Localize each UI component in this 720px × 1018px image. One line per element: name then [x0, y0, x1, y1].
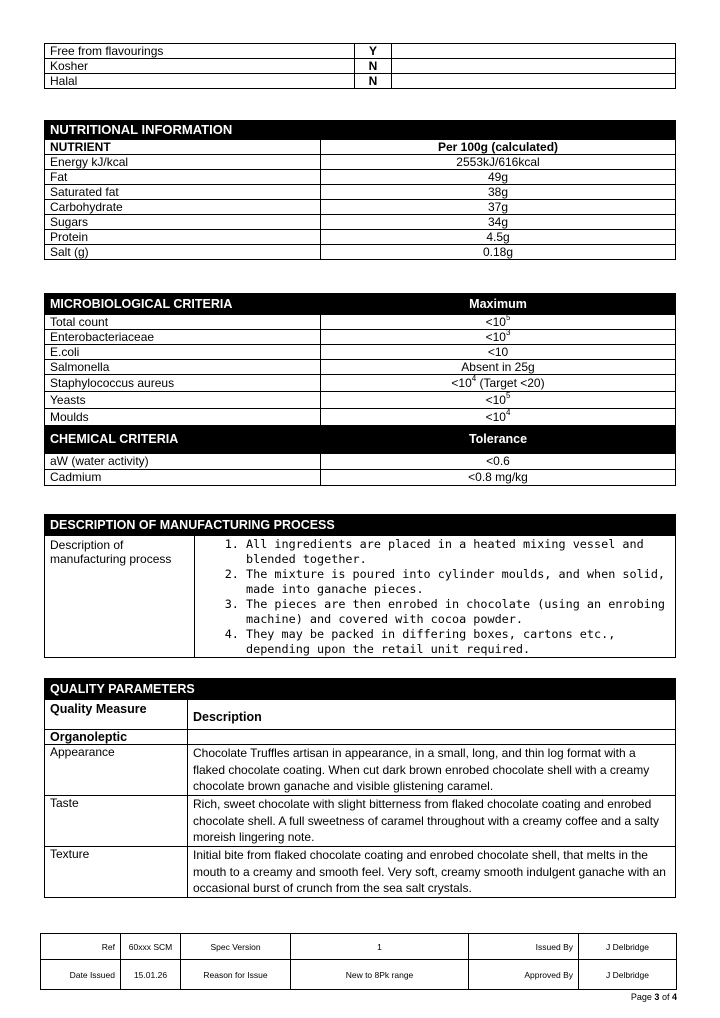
flag-label: Kosher [45, 59, 355, 74]
micro-label: Enterobacteriaceae [45, 330, 321, 345]
table-row [45, 847, 676, 898]
quality-description: Rich, sweet chocolate with slight bitterness from flaked chocolate coating and enrobed chocolate shell. A full sweetness of caramel throughout with a creamy coffee and a salty moreish lingering note. [188, 796, 676, 847]
process-step: 2. The mixture is poured into cylinder moulds, and when solid, made into ganache pieces. [246, 567, 670, 597]
process-step: 3. The pieces are then enrobed in chocolate (using an enrobing machine) and covered with cocoa powder. [246, 597, 670, 627]
approved-by-value: J Delbridge [579, 960, 677, 990]
tolerance-header: Tolerance [321, 426, 676, 454]
table-row [45, 392, 676, 409]
issued-by-label: Issued By [469, 934, 579, 960]
flag-value: N [355, 59, 392, 74]
reason-value: New to 8Pk range [291, 960, 469, 990]
reason-label: Reason for Issue [181, 960, 291, 990]
process-label: Description of manufacturing process [45, 536, 195, 658]
quality-label: Texture [45, 847, 188, 898]
quality-label: Taste [45, 796, 188, 847]
nutrient-label: Protein [45, 230, 321, 245]
table-row [45, 375, 676, 392]
micro-label: Total count [45, 315, 321, 330]
dietary-flags-table [44, 43, 676, 89]
micro-title: MICROBIOLOGICAL CRITERIA [45, 294, 321, 315]
table-row [45, 360, 676, 375]
table-row [45, 796, 676, 847]
table-row [45, 59, 676, 74]
micro-label: Moulds [45, 409, 321, 426]
quality-label: Appearance [45, 745, 188, 796]
micro-label: Yeasts [45, 392, 321, 409]
chem-label: Cadmium [45, 470, 321, 486]
issued-by-value: J Delbridge [579, 934, 677, 960]
table-row [45, 454, 676, 470]
micro-value: <10 [321, 345, 676, 360]
nutrient-value: 34g [321, 215, 676, 230]
flag-label: Halal [45, 74, 355, 89]
micro-label: Salmonella [45, 360, 321, 375]
per100g-header: Per 100g (calculated) [321, 140, 676, 155]
micro-value: $<10^4$ (Target <20) [321, 375, 676, 392]
table-row [45, 170, 676, 185]
micro-label: Staphylococcus aureus [45, 375, 321, 392]
nutrient-label: Energy kJ/kcal [45, 155, 321, 170]
micro-value: Absent in 25g [321, 360, 676, 375]
nutrient-value: 4.5g [321, 230, 676, 245]
table-row [45, 409, 676, 426]
process-step: 4. They may be packed in differing boxes, cartons etc., depending upon the retail unit required. [246, 627, 670, 657]
document-footer [40, 933, 677, 990]
process-title: DESCRIPTION OF MANUFACTURING PROCESS [45, 515, 676, 536]
nutrient-value: 0.18g [321, 245, 676, 260]
table-row [45, 200, 676, 215]
micro-value: $<10^5$ [321, 315, 676, 330]
nutrient-value: 2553kJ/616kcal [321, 155, 676, 170]
date-issued-value: 15.01.26 [121, 960, 181, 990]
table-row [45, 215, 676, 230]
table-row [45, 470, 676, 486]
flag-value: Y [355, 44, 392, 59]
nutrient-label: Salt (g) [45, 245, 321, 260]
table-row [45, 44, 676, 59]
table-row [45, 745, 676, 796]
table-row [45, 245, 676, 260]
nutrient-label: Sugars [45, 215, 321, 230]
description-header: Description [188, 700, 676, 730]
nutrition-table [44, 120, 676, 260]
approved-by-label: Approved By [469, 960, 579, 990]
process-step: 1. All ingredients are placed in a heated mixing vessel and blended together. [246, 537, 670, 567]
nutrient-header: NUTRIENT [45, 140, 321, 155]
spec-version-value: 1 [291, 934, 469, 960]
micro-label: E.coli [45, 345, 321, 360]
nutrient-label: Saturated fat [45, 185, 321, 200]
quality-table [44, 678, 676, 898]
table-row [45, 155, 676, 170]
table-row [45, 315, 676, 330]
nutrient-value: 37g [321, 200, 676, 215]
quality-description: Chocolate Truffles artisan in appearance, in a small, long, and thin log format with a flaked chocolate coating. When cut dark brown enrobed chocolate shell with a creamy chocolate brown ganache and visible glistening caramel. [188, 745, 676, 796]
micro-value: $<10^5$ [321, 392, 676, 409]
table-row [45, 74, 676, 89]
process-table [44, 514, 676, 658]
chem-label: aW (water activity) [45, 454, 321, 470]
ref-label: Ref [41, 934, 121, 960]
nutrient-label: Fat [45, 170, 321, 185]
nutrition-title: NUTRITIONAL INFORMATION [45, 121, 676, 140]
table-row [45, 330, 676, 345]
chem-title: CHEMICAL CRITERIA [45, 426, 321, 454]
micro-chem-table [44, 293, 676, 486]
nutrient-value: 49g [321, 170, 676, 185]
flag-value: N [355, 74, 392, 89]
date-issued-label: Date Issued [41, 960, 121, 990]
nutrient-label: Carbohydrate [45, 200, 321, 215]
micro-value: $<10^3$ [321, 330, 676, 345]
page-number: Page 3 of 4 [630, 992, 677, 1002]
flag-label: Free from flavourings [45, 44, 355, 59]
spec-version-label: Spec Version [181, 934, 291, 960]
chem-value: <0.8 mg/kg [321, 470, 676, 486]
ref-value: 60xxx SCM [121, 934, 181, 960]
table-row [45, 185, 676, 200]
nutrient-value: 38g [321, 185, 676, 200]
micro-value: $<10^4$ [321, 409, 676, 426]
chem-value: <0.6 [321, 454, 676, 470]
organoleptic-label: Organoleptic [45, 730, 188, 745]
quality-description: Initial bite from flaked chocolate coating and enrobed chocolate shell, that melts in the mouth to a creamy and smooth feel. Very soft, creamy smooth indulgent ganache with an occasional burst of crunch from the sea salt crystals. [188, 847, 676, 898]
maximum-header: Maximum [321, 294, 676, 315]
quality-title: QUALITY PARAMETERS [45, 679, 676, 700]
table-row [45, 230, 676, 245]
quality-measure-header: Quality Measure [45, 700, 188, 730]
table-row [45, 345, 676, 360]
process-steps [195, 536, 676, 658]
